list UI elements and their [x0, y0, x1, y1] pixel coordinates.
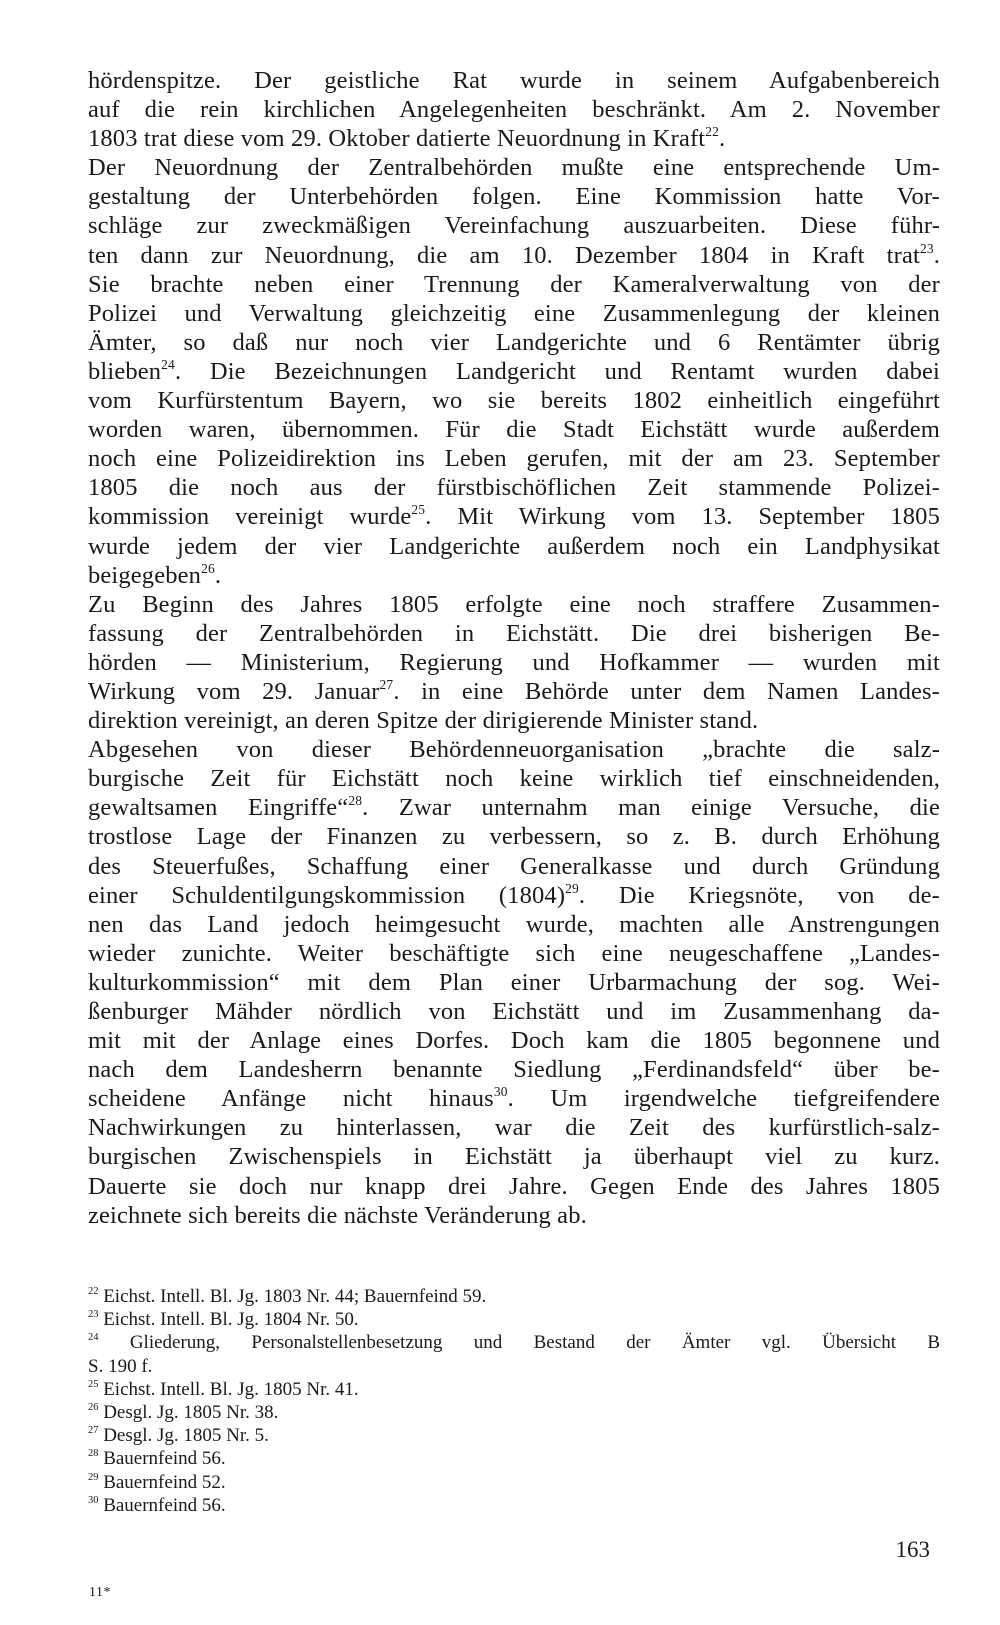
line-text: einer Schuldentilgungskommission (1804)	[88, 881, 566, 909]
text-line	[88, 1172, 940, 1201]
footnote-text: Desgl. Jg. 1805 Nr. 5.	[103, 1425, 269, 1447]
line-text: Dauerte sie doch nur knapp drei Jahre. Gegen Ende des Jahres 1805	[88, 1172, 940, 1200]
line-text: gewaltsamen Eingriffe“	[88, 794, 349, 822]
line-text-after: Um irgendwelche tiefgreifendere	[513, 1085, 941, 1113]
line-text: Sie brachte neben einer Trennung der Kameralverwaltung von der	[88, 270, 940, 298]
footnote-ref: 23	[919, 240, 934, 256]
line-text-after: Die Bezeichnungen Landgericht und Rentamt wurden dabei	[181, 357, 940, 385]
footnote	[88, 1494, 940, 1517]
text-line	[88, 1055, 940, 1084]
footnote-text: S. 190 f.	[88, 1355, 153, 1377]
footnote	[88, 1355, 940, 1378]
text-line: scheidene Anfänge nicht hinaus$^{30}$. Um irgendwelche tiefgreifendere	[88, 1084, 941, 1113]
text-line: blieben$^{24}$. Die Bezeichnungen Landgericht und Rentamt wurden dabei	[88, 356, 940, 385]
text-line	[88, 1142, 940, 1171]
footnote	[88, 1471, 940, 1494]
footnote-text: Bauernfeind 52.	[103, 1471, 226, 1493]
footnote-ref: 24	[161, 356, 175, 372]
line-text: fassung der Zentralbehörden in Eichstätt. Die drei bisherigen Be-	[88, 619, 940, 647]
text-line	[88, 66, 940, 95]
line-text: beigegeben	[88, 561, 202, 589]
footnote-ref: 30	[493, 1084, 508, 1100]
text-line: kommission vereinigt wurde$^{25}$. Mit Wirkung vom 13. September 1805	[88, 502, 940, 531]
line-text: blieben	[88, 357, 162, 385]
footnote	[88, 1285, 940, 1308]
footnote	[88, 1401, 940, 1424]
text-line	[88, 299, 940, 328]
text-line	[88, 1026, 940, 1055]
printer-signature: 11*	[89, 1585, 111, 1600]
line-text: nach dem Landesherrn benannte Siedlung „Ferdinandsfeld“ über be-	[88, 1056, 940, 1084]
line-text: ten dann zur Neuordnung, die am 10. Dezember 1804 in Kraft trat	[88, 241, 920, 269]
line-text-after: Mit Wirkung vom 13. September 1805	[431, 503, 940, 531]
footnote	[88, 1308, 940, 1331]
footnote-text: Gliederung, Personalstellenbesetzung und Bestand der Ämter vgl. Übersicht B	[129, 1332, 941, 1354]
footnote-ref: 29	[565, 880, 579, 896]
footnote-text: Eichst. Intell. Bl. Jg. 1804 Nr. 50.	[103, 1309, 359, 1331]
text-line	[88, 95, 940, 124]
text-line	[88, 270, 940, 299]
text-line	[88, 968, 940, 997]
footnote-text: Bauernfeind 56.	[103, 1448, 226, 1470]
footnote-number: 30	[88, 1494, 99, 1506]
line-text: burgischen Zwischenspiels in Eichstätt ja überhaupt viel zu kurz.	[88, 1143, 940, 1171]
text-line	[88, 473, 940, 502]
line-text: trostlose Lage der Finanzen zu verbessern, so z. B. durch Erhöhung	[88, 823, 940, 851]
footnote-text: Eichst. Intell. Bl. Jg. 1803 Nr. 44; Bauernfeind 59.	[103, 1286, 487, 1307]
text-line	[88, 590, 940, 619]
footnote-ref: 22	[705, 124, 720, 140]
text-line: Wirkung vom 29. Januar$^{27}$. in eine Behörde unter dem Namen Landes-	[88, 676, 940, 705]
line-text: gestaltung der Unterbehörden folgen. Eine Kommission hatte Vor-	[88, 183, 940, 211]
body-text	[88, 66, 940, 1230]
line-text: 1803 trat diese vom 29. Oktober datierte Neuordnung in Kraft	[88, 125, 706, 153]
line-text: noch eine Polizeidirektion ins Leben gerufen, mit der am 23. September	[88, 445, 940, 473]
text-line	[88, 619, 940, 648]
text-line	[88, 822, 940, 851]
text-line: 1803 trat diese vom 29. Oktober datierte Neuordnung in Kraft$^{22}$.	[88, 124, 726, 153]
line-text: vom Kurfürstentum Bayern, wo sie bereits 1802 einheitlich eingeführt	[88, 387, 940, 415]
footnote-ref: 26	[201, 560, 215, 576]
text-line	[88, 997, 940, 1026]
text-line: gewaltsamen Eingriffe“$^{28}$. Zwar unternahm man einige Versuche, die	[88, 793, 940, 822]
line-text: Zu Beginn des Jahres 1805 erfolgte eine noch straffere Zusammen-	[88, 590, 940, 618]
text-line	[88, 764, 940, 793]
footnote-number: 25	[88, 1378, 99, 1390]
text-line	[88, 706, 940, 735]
line-text: Wirkung vom 29. Januar	[88, 677, 380, 705]
line-text: schläge zur zweckmäßigen Vereinfachung auszuarbeiten. Diese führ-	[88, 212, 940, 240]
line-text: des Steuerfußes, Schaffung einer Generalkasse und durch Gründung	[88, 852, 940, 880]
line-text: kommission vereinigt wurde	[88, 503, 412, 531]
line-text: auf die rein kirchlichen Angelegenheiten beschränkt. Am 2. November	[88, 96, 940, 124]
line-text-after: Zwar unternahm man einige Versuche, die	[368, 794, 940, 822]
line-text-after: Die Kriegsnöte, von de-	[585, 881, 940, 909]
line-text: scheidene Anfänge nicht hinaus	[88, 1085, 494, 1113]
line-text: wurde jedem der vier Landgerichte außerdem noch ein Landphysikat	[88, 532, 940, 560]
text-line	[88, 648, 940, 677]
line-text: worden waren, übernommen. Für die Stadt Eichstätt wurde außerdem	[88, 416, 940, 444]
footnote-text: Bauernfeind 56.	[103, 1494, 226, 1516]
text-line	[88, 1113, 940, 1142]
page-number: 163	[895, 1537, 930, 1562]
text-line: beigegeben$^{26}$.	[88, 560, 222, 589]
footnote-number: 27	[88, 1425, 99, 1437]
text-line	[88, 444, 940, 473]
text-line	[88, 852, 940, 881]
line-text: hördenspitze. Der geistliche Rat wurde in seinem Aufgabenbereich	[88, 67, 940, 94]
line-text: Polizei und Verwaltung gleichzeitig eine Zusammenlegung der kleinen	[88, 299, 940, 327]
line-text: wieder zunichte. Weiter beschäftigte sich eine neugeschaffene „Landes-	[88, 939, 940, 967]
text-line	[88, 532, 940, 561]
line-text: direktion vereinigt, an deren Spitze der dirigierende Minister stand.	[88, 707, 759, 735]
footnote	[88, 1331, 940, 1354]
footnote-ref: 27	[379, 676, 394, 692]
footnote-number: 24	[88, 1332, 99, 1344]
line-text: Ämter, so daß nur noch vier Landgerichte und 6 Rentämter übrig	[88, 328, 940, 356]
footnote-ref: 28	[348, 793, 363, 809]
line-text: hörden — Ministerium, Regierung und Hofkammer — wurden mit	[88, 648, 940, 676]
footnote	[88, 1378, 940, 1401]
footnote-number: 29	[88, 1471, 99, 1483]
text-line	[88, 153, 940, 182]
text-line	[88, 182, 940, 211]
text-line	[88, 328, 940, 357]
line-text: Der Neuordnung der Zentralbehörden mußte eine entsprechende Um-	[88, 154, 940, 182]
footnote-ref: 25	[411, 502, 426, 518]
text-line	[88, 386, 940, 415]
footnote	[88, 1424, 940, 1447]
text-line	[88, 735, 940, 764]
footnote	[88, 1447, 940, 1470]
line-text: burgische Zeit für Eichstätt noch keine wirklich tief einschneidenden,	[88, 765, 940, 793]
text-line	[88, 910, 940, 939]
footnote-number: 28	[88, 1448, 99, 1460]
footnote-number: 26	[88, 1402, 99, 1414]
line-text: Nachwirkungen zu hinterlassen, war die Zeit des kurfürstlich-salz-	[88, 1114, 940, 1142]
line-text: nen das Land jedoch heimgesucht wurde, machten alle Anstrengungen	[88, 910, 940, 938]
line-text: zeichnete sich bereits die nächste Veränderung ab.	[88, 1201, 587, 1229]
footnote-number: 23	[88, 1309, 99, 1321]
text-line	[88, 1201, 940, 1230]
line-text: mit mit der Anlage eines Dorfes. Doch kam die 1805 begonnene und	[88, 1027, 940, 1055]
footnote-text: Eichst. Intell. Bl. Jg. 1805 Nr. 41.	[103, 1378, 359, 1400]
footnote-number: 22	[88, 1286, 99, 1298]
text-line: einer Schuldentilgungskommission $(1804)^{29}$. Die Kriegsnöte, von de-	[88, 880, 940, 909]
text-line	[88, 211, 940, 240]
line-text: kulturkommission“ mit dem Plan einer Urbarmachung der sog. Wei-	[88, 968, 940, 996]
line-text: Abgesehen von dieser Behördenneuorganisation „brachte die salz-	[88, 736, 940, 764]
footnotes	[88, 1285, 940, 1517]
text-line: ten dann zur Neuordnung, die am 10. Dezember 1804 in Kraft trat$^{23}$.	[88, 240, 940, 269]
line-text: 1805 die noch aus der fürstbischöflichen Zeit stammende Polizei-	[88, 474, 940, 502]
footnote-text: Desgl. Jg. 1805 Nr. 38.	[103, 1401, 279, 1423]
line-text: ßenburger Mähder nördlich von Eichstätt und im Zusammenhang da-	[88, 998, 940, 1025]
line-text-after: in eine Behörde unter dem Namen Landes-	[399, 677, 940, 705]
text-line	[88, 939, 940, 968]
text-line	[88, 415, 940, 444]
